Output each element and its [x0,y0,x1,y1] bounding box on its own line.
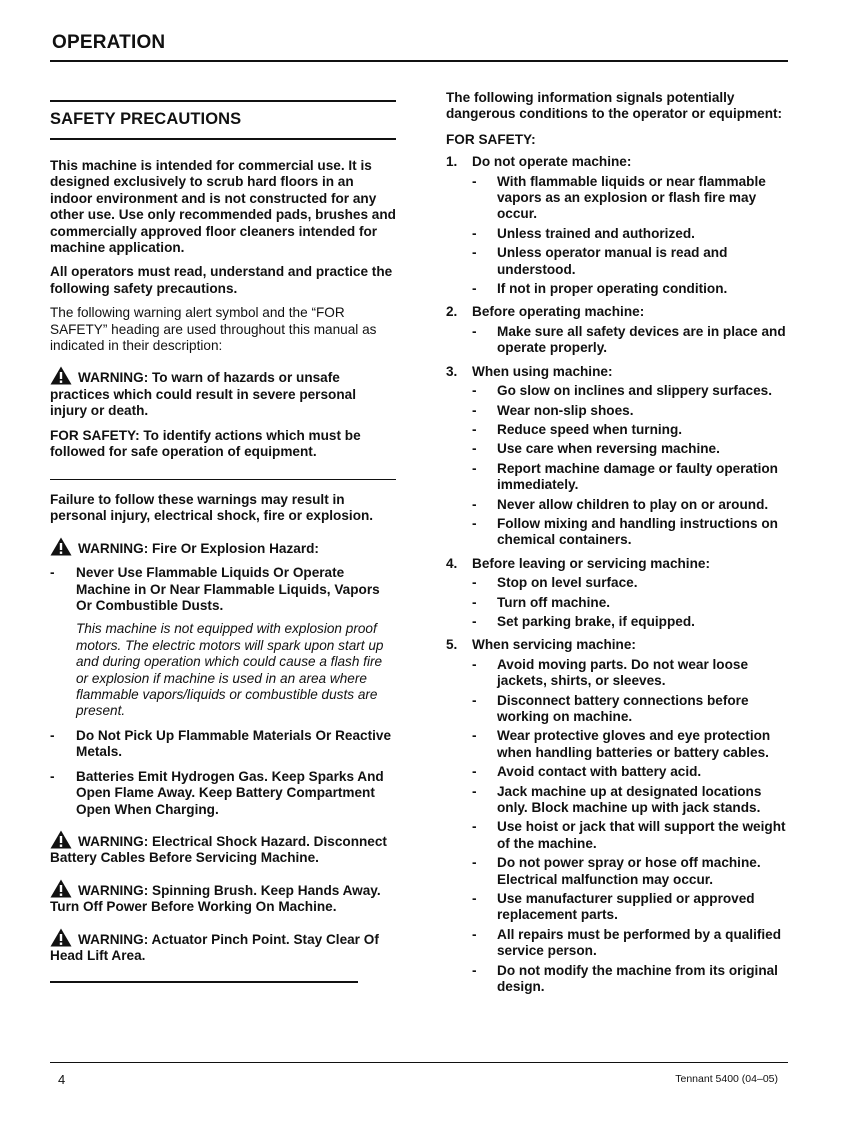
group-item-text: Wear non-slip shoes. [497,402,634,418]
actuator-warning [50,928,396,965]
left-column [50,100,396,983]
warning-triangle-icon [50,879,72,898]
fire-item [50,565,396,614]
dash-bullet: - [472,383,477,399]
group-item [446,516,792,549]
group-item [446,595,792,611]
signals-paragraph: The following information signals potentially dangerous conditions to the operator or equipment: [446,90,783,122]
dash-bullet: - [472,783,477,799]
group-item [446,784,792,817]
actuator-warning-text: WARNING: Actuator Pinch Point. Stay Clear Of Head Lift Area. [50,931,379,963]
group-item-text: Unless trained and authorized. [497,225,695,241]
fire-note: This machine is not equipped with explosion proof motors. The electric motors will spark upon start up and during operation which could cause a flash fire or explosion if machine is used in an area where flammable vapors/liquids or combustible dusts are present. [76,621,384,719]
group-item-text: Use hoist or jack that will support the weight of the machine. [497,819,786,851]
fire-warning-text: WARNING: Fire Or Explosion Hazard: [78,540,319,556]
electrical-warning-text: WARNING: Electrical Shock Hazard. Disconnect Battery Cables Before Servicing Machine. [50,833,387,866]
dash-bullet: - [472,515,477,531]
footer-rule [50,1062,788,1063]
group-item [446,963,792,996]
safety-group [446,154,792,297]
closing-rule [50,981,358,983]
dash-bullet: - [472,728,477,744]
warning-definition [50,366,396,419]
group-number: 4. [446,555,458,571]
fire-item-text: Never Use Flammable Liquids Or Operate Machine in Or Near Flammable Liquids, Vapors Or Combustible Dusts. [76,565,380,614]
dash-bullet: - [472,460,477,476]
for-safety-heading: FOR SAFETY: [446,131,536,147]
group-item-text: Jack machine up at designated locations only. Block machine up with jack stands. [497,783,762,816]
warning-triangle-icon [50,928,72,947]
document-id: Tennant 5400 (04–05) [675,1073,778,1085]
group-label: When servicing machine: [472,637,636,653]
safety-group [446,556,792,631]
group-number: 1. [446,154,458,170]
group-item [446,657,792,690]
dash-bullet: - [472,245,477,261]
group-item-text: Report machine damage or faulty operation immediately. [497,460,778,493]
safety-group [446,364,792,549]
dash-bullet: - [472,819,477,835]
group-item-text: Do not modify the machine from its original design. [497,962,778,995]
dash-bullet: - [472,926,477,942]
group-item [446,497,792,513]
forsafety-definition: FOR SAFETY: To identify actions which must be followed for safe operation of equipment. [50,427,361,460]
fire-item [50,769,396,818]
group-item-text: Unless operator manual is read and understood. [497,245,728,277]
dash-bullet: - [472,281,477,297]
group-heading [446,637,792,653]
group-item [446,226,792,242]
group-heading [446,304,792,320]
dash-bullet: - [472,225,477,241]
group-heading [446,154,792,170]
group-item [446,245,792,278]
group-item-text: Set parking brake, if equipped. [497,613,695,629]
fire-warning [50,537,396,557]
group-item [446,819,792,852]
section-rule-bottom [50,138,396,140]
brush-warning [50,879,396,916]
group-item [446,324,792,357]
group-item-text: Use care when reversing machine. [497,441,720,457]
group-number: 2. [446,304,458,320]
section-title: SAFETY PRECAUTIONS [50,110,242,128]
dash-bullet: - [472,656,477,672]
dash-bullet: - [472,496,477,512]
group-item [446,422,792,438]
group-label: When using machine: [472,363,613,379]
group-item [446,403,792,419]
group-item-text: With flammable liquids or near flammable vapors as an explosion or flash fire may occur. [497,173,766,222]
group-item-text: Do not power spray or hose off machine. Electrical malfunction may occur. [497,855,761,887]
group-item-text: Avoid moving parts. Do not wear loose jackets, shirts, or sleeves. [497,656,749,689]
safety-group [446,304,792,356]
group-item [446,891,792,924]
group-number: 3. [446,363,458,379]
group-item-text: Make sure all safety devices are in place and operate properly. [497,323,786,356]
section-rule-top [50,100,396,102]
group-item [446,764,792,780]
group-item-text: If not in proper operating condition. [497,281,728,297]
dash-bullet: - [472,891,477,907]
page-header-title: OPERATION [52,32,166,53]
alert-note-paragraph: The following warning alert symbol and the “FOR SAFETY” heading are used throughout this manual as indicated in their description: [50,305,377,354]
group-item [446,174,792,223]
electrical-warning [50,830,396,867]
fire-item [50,728,396,761]
group-item-text: Follow mixing and handling instructions on chemical containers. [497,515,778,548]
dash-bullet: - [472,575,477,591]
group-item-text: Turn off machine. [497,594,611,610]
group-item-text: Use manufacturer supplied or approved replacement parts. [497,891,755,923]
dash-bullet: - [472,402,477,418]
group-item-text: Stop on level surface. [497,575,638,591]
warning-triangle-icon [50,830,72,849]
group-item-text: Reduce speed when turning. [497,421,683,437]
group-label: Before leaving or servicing machine: [472,555,710,571]
group-item [446,281,792,297]
group-number: 5. [446,637,458,653]
group-label: Before operating machine: [472,304,645,320]
dash-bullet: - [472,692,477,708]
group-item [446,461,792,494]
group-item [446,383,792,399]
warning-triangle-icon [50,537,72,556]
dash-bullet: - [472,323,477,339]
divider-rule [50,479,396,481]
group-item [446,441,792,457]
safety-groups [446,154,792,995]
dash-bullet: - [50,768,55,784]
operators-paragraph: All operators must read, understand and practice the following safety precautions. [50,264,393,296]
group-item [446,575,792,591]
dash-bullet: - [472,764,477,780]
group-item [446,927,792,960]
group-item-text: Disconnect battery connections before working on machine. [497,692,749,724]
group-item-text: Wear protective gloves and eye protection when handling batteries or battery cables. [497,728,771,760]
group-item [446,693,792,726]
page-number: 4 [58,1072,66,1087]
group-item [446,855,792,888]
fire-item-text: Do Not Pick Up Flammable Materials Or Reactive Metals. [76,727,392,760]
dash-bullet: - [472,855,477,871]
warning-definition-text: WARNING: To warn of hazards or unsafe practices which could result in severe personal injury or death. [50,370,356,419]
dash-bullet: - [472,962,477,978]
group-item-text: All repairs must be performed by a qualified service person. [497,926,782,959]
group-item-text: Go slow on inclines and slippery surfaces. [497,383,772,399]
safety-group [446,637,792,995]
dash-bullet: - [472,441,477,457]
dash-bullet: - [472,594,477,610]
failure-paragraph: Failure to follow these warnings may result in personal injury, electrical shock, fire or explosion. [50,492,374,524]
group-heading [446,364,792,380]
dash-bullet: - [472,421,477,437]
intro-paragraph: This machine is intended for commercial use. It is designed exclusively to scrub hard floors in an indoor environment and is not constructed for any other use. Use only recommended pads, brushes and commercially approved floor cleaners intended for machine application. [50,158,396,256]
dash-bullet: - [50,565,55,581]
group-heading [446,556,792,572]
warning-triangle-icon [50,366,72,385]
brush-warning-text: WARNING: Spinning Brush. Keep Hands Away. Turn Off Power Before Working On Machine. [50,882,381,915]
dash-bullet: - [472,613,477,629]
right-column [446,90,792,996]
group-item [446,728,792,761]
group-item-text: Never allow children to play on or around. [497,496,769,512]
group-label: Do not operate machine: [472,154,632,170]
dash-bullet: - [50,727,55,743]
dash-bullet: - [472,173,477,189]
group-item [446,614,792,630]
group-item-text: Avoid contact with battery acid. [497,764,702,780]
fire-item-text: Batteries Emit Hydrogen Gas. Keep Sparks And Open Flame Away. Keep Battery Compartment Open When Charging. [76,768,384,817]
header-rule [50,60,788,62]
